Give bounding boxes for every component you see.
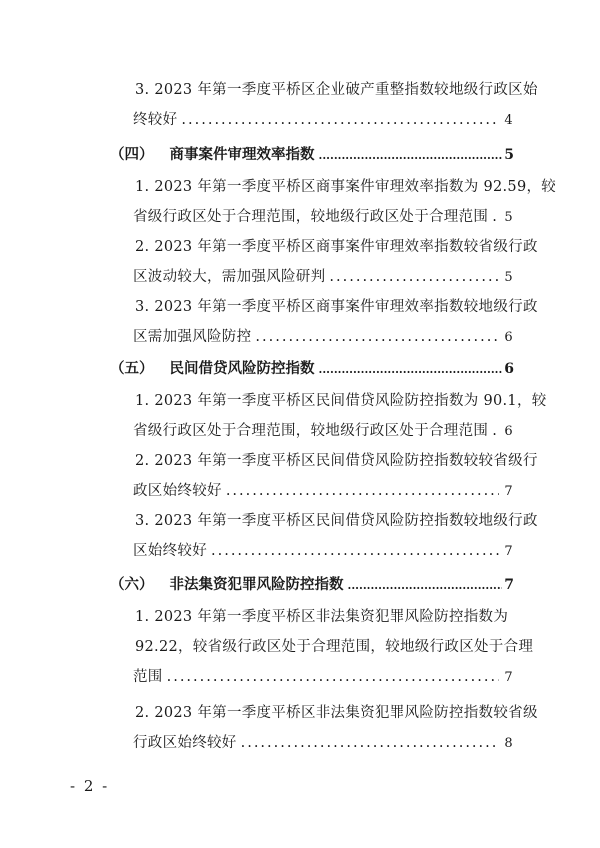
toc-section-title: 商事案件审理效率指数 [169, 146, 315, 163]
toc-entry-text-continued: 政区始终较好 [133, 483, 222, 499]
toc-page-number: 5 [504, 270, 513, 285]
toc-page-number: 6 [504, 330, 513, 345]
toc-entry-text: 2. 2023 年第一季度平桥区民间借贷风险防控指数较较省级行 [135, 453, 538, 469]
toc-page-number: 7 [504, 484, 513, 499]
toc-entry-text: 92.22，较省级行政区处于合理范围，较地级行政区处于合理 [135, 639, 534, 655]
toc-entry-text: 3. 2023 年第一季度平桥区企业破产重整指数较地级行政区始 [135, 82, 538, 98]
toc-entry-text: 2. 2023 年第一季度平桥区非法集资犯罪风险防控指数较省级 [135, 705, 538, 721]
toc-page-number: 5 [504, 147, 514, 163]
toc-subsection-entry[interactable] [133, 80, 538, 130]
toc-entry-text-continued: 省级行政区处于合理范围，较地级行政区处于合理范围 [133, 209, 489, 225]
toc-page-number: 8 [504, 736, 513, 751]
toc-entry-text-continued: 行政区始终较好 [133, 735, 237, 751]
toc-subsection-entry[interactable] [133, 451, 538, 501]
toc-subsection-entry[interactable] [133, 391, 547, 441]
toc-section-title: 民间借贷风险防控指数 [169, 360, 315, 377]
toc-leader-dots [181, 110, 499, 130]
toc-entry-text-continued: 区始终较好 [133, 543, 207, 559]
toc-section-label: （五） [110, 360, 154, 377]
toc-page-number: 7 [504, 544, 513, 559]
toc-section-entry[interactable] [110, 145, 514, 165]
toc-leader-dots [241, 733, 499, 753]
toc-entry-text-continued: 省级行政区处于合理范围，较地级行政区处于合理范围 [133, 423, 489, 439]
toc-page-number: 6 [504, 361, 514, 377]
toc-entry-text: 3. 2023 年第一季度平桥区民间借贷风险防控指数较地级行政 [135, 513, 538, 529]
toc-entry-text: 1. 2023 年第一季度平桥区民间借贷风险防控指数为 90.1，较 [135, 393, 547, 409]
toc-section-label: （四） [110, 146, 154, 163]
toc-leader-dots [167, 667, 499, 687]
toc-leader-dots [329, 267, 499, 287]
toc-entry-text-continued: 终较好 [133, 112, 178, 128]
toc-section-title: 非法集资犯罪风险防控指数 [169, 576, 344, 593]
toc-subsection-entry[interactable] [133, 511, 538, 561]
toc-subsection-entry[interactable] [133, 177, 557, 227]
toc-leader-dots [226, 481, 499, 501]
toc-page-number: 7 [504, 577, 514, 593]
toc-section-label: （六） [110, 576, 154, 593]
toc-subsection-entry[interactable] [133, 607, 534, 687]
toc-entry-text-continued: 范围 [133, 669, 163, 685]
page-number: - 2 - [70, 777, 110, 795]
toc-page-number: 4 [504, 113, 513, 128]
toc-leader-dots [492, 207, 499, 227]
toc-entry-text: 3. 2023 年第一季度平桥区商事案件审理效率指数较地级行政 [135, 299, 538, 315]
toc-subsection-entry[interactable] [133, 297, 538, 347]
toc-subsection-entry[interactable] [133, 703, 538, 753]
toc-page-number: 6 [504, 424, 513, 439]
toc-entry-text: 1. 2023 年第一季度平桥区商事案件审理效率指数为 92.59，较 [135, 179, 557, 195]
toc-page-number: 5 [504, 210, 513, 225]
toc-entry-text-continued: 区波动较大，需加强风险研判 [133, 269, 326, 285]
toc-entry-text-continued: 区需加强风险防控 [133, 329, 252, 345]
toc-section-entry[interactable] [110, 575, 514, 595]
toc-leader-dots [319, 145, 503, 166]
toc-leader-dots [255, 327, 499, 347]
toc-leader-dots [492, 421, 499, 441]
toc-entry-text: 2. 2023 年第一季度平桥区商事案件审理效率指数较省级行政 [135, 239, 538, 255]
toc-leader-dots [348, 575, 503, 596]
toc-leader-dots [211, 541, 499, 561]
toc-leader-dots [319, 359, 503, 380]
toc-section-entry[interactable] [110, 359, 514, 379]
toc-page-number: 7 [504, 670, 513, 685]
toc-entry-text: 1. 2023 年第一季度平桥区非法集资犯罪风险防控指数为 [135, 609, 509, 625]
toc-subsection-entry[interactable] [133, 237, 538, 287]
